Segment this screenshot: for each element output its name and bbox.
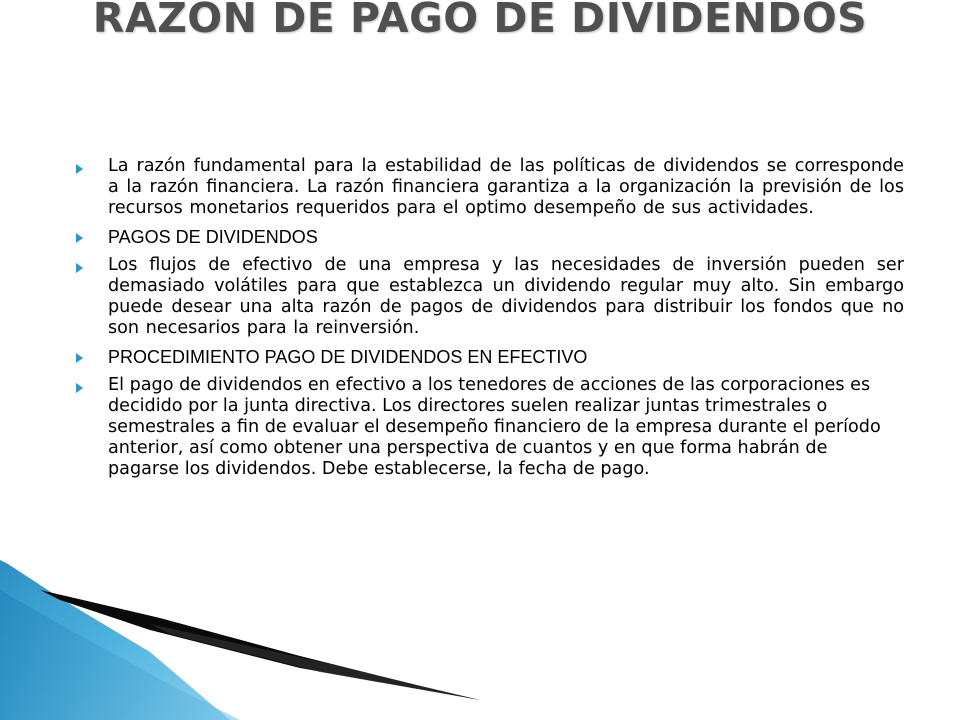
triangle-bullet-icon [76, 383, 83, 393]
triangle-bullet-icon [76, 164, 83, 174]
bullet-text: La razón fundamental para la estabilidad de las políticas de dividendos se corresponde a la razón financiera. La razón financiera garantiza a la organización la previsión de los recursos monetarios requeridos para el optimo desempeño de sus actividades. [108, 156, 904, 218]
corner-swoosh-decoration [0, 560, 960, 720]
bullet-text: El pago de dividendos en efectivo a los tenedores de acciones de las corporaciones es decidido por la junta directiva. Los directores suelen realizar juntas trimestrales o semestrales a fin de evaluar el desempeño financiero de la empresa durante el período anterior, así como obtener una perspectiva de cuantos y en que forma habrán de pagarse los dividendos. Debe establecerse, la fecha de pago. [108, 375, 881, 479]
bullet-item [76, 375, 904, 480]
triangle-bullet-icon [76, 263, 83, 273]
triangle-bullet-icon [76, 233, 83, 243]
bullet-heading: PAGOS DE DIVIDENDOS [108, 227, 318, 247]
slide-title: RAZON DE PAGO DE DIVIDENDOS [92, 0, 868, 42]
bullet-list [76, 156, 904, 486]
bullet-heading: PROCEDIMIENTO PAGO DE DIVIDENDOS EN EFECTIVO [108, 347, 588, 367]
bullet-item [76, 156, 904, 219]
bullet-item [76, 255, 904, 339]
triangle-bullet-icon [76, 353, 83, 363]
bullet-item [76, 345, 904, 369]
bullet-text: Los flujos de efectivo de una empresa y las necesidades de inversión pueden ser demasiado volátiles para que establezca un dividendo regular muy alto. Sin embargo puede desear una alta razón de pagos de dividendos para distribuir los fondos que no son necesarios para la reinversión. [108, 255, 904, 338]
black-swoosh-tail [150, 624, 480, 700]
bullet-item [76, 225, 904, 249]
